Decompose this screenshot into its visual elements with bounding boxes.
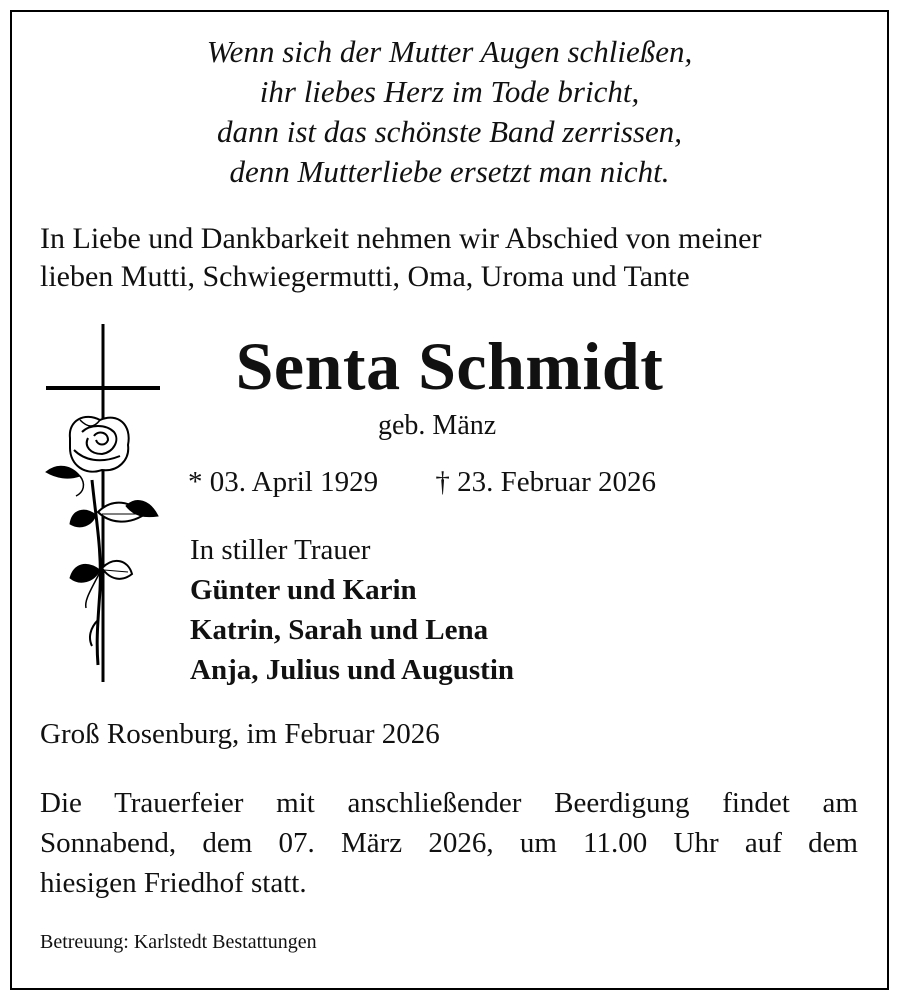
mourner-names: Anja, Julius und Augustin — [190, 654, 514, 686]
birth-date: * 03. April 1929 — [188, 466, 379, 498]
poem — [0, 32, 899, 192]
deceased-name: Senta Schmidt — [235, 328, 664, 404]
death-date: † 23. Februar 2026 — [435, 466, 657, 498]
mourner-names: Günter und Karin — [190, 574, 417, 606]
intro-line: In Liebe und Dankbarkeit nehmen wir Abschied von meiner — [40, 222, 762, 255]
birth-name: geb. Mänz — [378, 410, 497, 441]
poem-line: dann ist das schönste Band zerrissen, — [217, 114, 682, 149]
poem-line: Wenn sich der Mutter Augen schließen, — [206, 34, 693, 69]
funeral-line: Die Trauerfeier mit anschließender Beerdigung findet am — [40, 787, 858, 819]
life-dates — [188, 463, 656, 501]
mourners-block — [190, 530, 514, 690]
place-and-date: Groß Rosenburg, im Februar 2026 — [40, 718, 440, 750]
poem-line: ihr liebes Herz im Tode bricht, — [259, 74, 640, 109]
intro-line: lieben Mutti, Schwiegermutti, Oma, Uroma und Tante — [40, 260, 690, 293]
intro-text — [40, 220, 761, 296]
mourners-heading: In stiller Trauer — [190, 534, 371, 566]
funeral-home-credit: Betreuung: Karlstedt Bestattungen — [40, 931, 317, 953]
funeral-line: hiesigen Friedhof statt. — [40, 867, 307, 899]
funeral-info — [40, 783, 858, 903]
poem-line: denn Mutterliebe ersetzt man nicht. — [229, 154, 670, 189]
mourner-names: Katrin, Sarah und Lena — [190, 614, 489, 646]
funeral-line: Sonnabend, dem 07. März 2026, um 11.00 Uhr auf dem — [40, 827, 858, 859]
